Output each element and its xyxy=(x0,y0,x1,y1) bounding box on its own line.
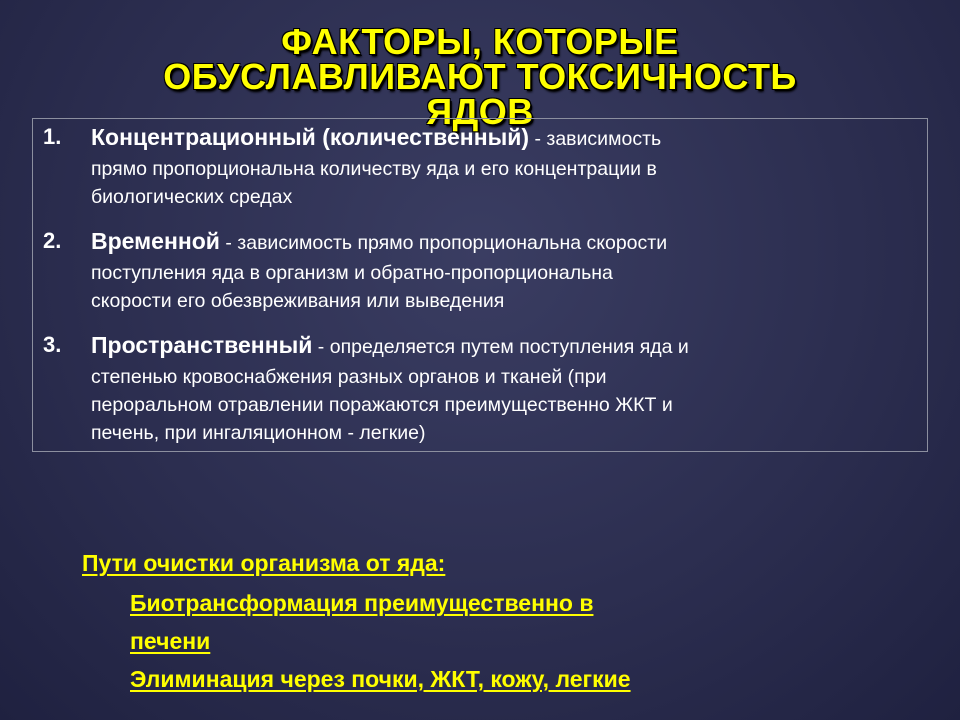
factor-desc-line: печень, при ингаляционном - легкие) xyxy=(91,422,426,444)
cleansing-line-elimination: Элиминация через почки, ЖКТ, кожу, легкие xyxy=(130,666,631,692)
factor-first-line xyxy=(91,227,921,259)
factor-desc-first: определяется путем поступления яда и xyxy=(329,336,689,358)
factor-body xyxy=(91,227,921,315)
factor-body xyxy=(91,331,921,447)
factor-desc-line: прямо пропорциональна количеству яда и его концентрации в xyxy=(91,158,657,180)
title-line-1: ФАКТОРЫ, КОТОРЫЕ xyxy=(281,21,679,62)
factor-desc-line: скорости его обезвреживания или выведения xyxy=(91,290,505,312)
cleansing-line-biotransformation: Биотрансформация преимущественно в xyxy=(130,590,594,616)
cleansing-heading: Пути очистки организма от яда: xyxy=(82,550,446,576)
factor-body xyxy=(91,123,921,211)
factor-number: 1. xyxy=(43,124,62,149)
factor-number: 3. xyxy=(43,332,62,357)
factor-desc-line: биологических средах xyxy=(91,186,293,208)
factor-desc-line: поступления яда в организм и обратно-пропорциональна xyxy=(91,262,613,284)
factor-first-line xyxy=(91,123,921,155)
factor-name: Концентрационный (количественный) xyxy=(91,124,530,150)
cleansing-section xyxy=(0,540,960,710)
title-line-3: ЯДОВ xyxy=(426,91,534,132)
factors-box xyxy=(32,118,928,452)
factor-name: Пространственный xyxy=(91,332,313,358)
cleansing-line-liver: печени xyxy=(130,628,211,654)
slide-title xyxy=(60,21,900,132)
factor-separator: - xyxy=(312,336,330,358)
factor-desc-first: зависимость прямо пропорциональна скорости xyxy=(237,232,668,254)
factor-number: 2. xyxy=(43,228,62,253)
factor-desc-line: степенью кровоснабжения разных органов и тканей (при xyxy=(91,366,607,388)
title-line-2: ОБУСЛАВЛИВАЮТ ТОКСИЧНОСТЬ xyxy=(163,56,797,97)
factor-separator: - xyxy=(529,128,547,150)
factor-first-line xyxy=(91,331,921,363)
factor-desc-line: пероральном отравлении поражаются преимущественно ЖКТ и xyxy=(91,394,673,416)
factor-desc-first: зависимость xyxy=(546,128,662,150)
factor-name: Временной xyxy=(91,228,220,254)
factor-separator: - xyxy=(219,232,238,254)
